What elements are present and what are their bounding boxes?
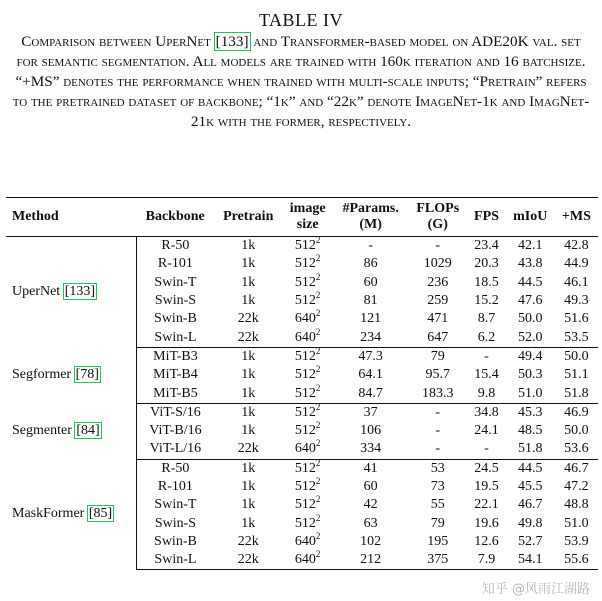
fps-cell: 24.5 (474, 460, 499, 476)
ms-cell: 53.9 (564, 533, 589, 549)
params-cell: 81 (363, 293, 378, 309)
image-size-exp: 2 (315, 253, 321, 264)
image-size-exp: 2 (315, 420, 321, 431)
backbone-cell: Swin-S (154, 293, 197, 309)
image-size-cell (282, 255, 333, 273)
pretrain-cell: 22k (214, 440, 282, 459)
header-miou: mIoU (506, 198, 555, 237)
miou-cell: 43.8 (517, 256, 543, 272)
citation-link[interactable]: [133] (64, 284, 96, 300)
pretrain-cell: 22k (237, 311, 259, 327)
image-size-cell (282, 237, 333, 256)
backbone-cell: ViT-L/16 (136, 440, 214, 459)
miou-cell: 48.5 (517, 423, 543, 439)
miou-cell: 42.1 (517, 238, 543, 254)
fps-cell: - (484, 348, 489, 364)
backbone-cell: MiT-B4 (153, 367, 198, 383)
fps-cell: 15.2 (474, 293, 499, 309)
image-size-exp: 2 (315, 549, 321, 560)
ms-cell: 47.2 (564, 479, 589, 494)
watermark: 知乎 @风雨江湖路 (481, 582, 590, 597)
ms-cell: 51.8 (555, 384, 598, 403)
ms-cell: 46.7 (564, 460, 589, 476)
params-cell: 60 (363, 274, 378, 290)
miou-cell: 51.0 (506, 384, 555, 403)
pretrain-cell: 1k (241, 423, 256, 439)
miou-cell: 52.0 (506, 328, 555, 347)
flops-cell: 236 (427, 274, 449, 290)
header-flops (408, 198, 467, 237)
miou-cell: 44.5 (517, 274, 543, 290)
header-backbone: Backbone (136, 198, 214, 237)
image-size-exp: 2 (315, 364, 321, 375)
method-name: Segformer (12, 367, 72, 383)
image-size-cell (282, 496, 333, 514)
image-size-base: 512 (294, 385, 316, 401)
image-size-cell (282, 310, 333, 328)
image-size-exp: 2 (315, 457, 321, 468)
image-size-exp: 2 (315, 494, 321, 505)
miou-cell: 49.4 (517, 348, 543, 364)
image-size-exp: 2 (315, 290, 321, 301)
flops-cell: - (435, 423, 441, 439)
image-size-cell (282, 347, 333, 366)
image-size-cell (282, 530, 333, 551)
pretrain-cell: 1k (241, 274, 256, 290)
flops-cell: - (435, 238, 441, 254)
comparison-table (6, 197, 598, 570)
backbone-cell: Swin-L (136, 328, 214, 347)
header-image-size-line2: size (296, 217, 319, 232)
fps-cell: 22.1 (474, 497, 499, 513)
header-params (333, 198, 408, 237)
image-size-cell (282, 328, 333, 347)
miou-cell: 45.3 (517, 404, 543, 420)
backbone-cell: ViT-B/16 (149, 423, 202, 439)
backbone-cell: R-50 (161, 238, 190, 254)
pretrain-cell: 22k (214, 328, 282, 347)
pretrain-cell: 1k (214, 384, 282, 403)
group-maskformer (6, 459, 598, 570)
header-pretrain: Pretrain (214, 198, 282, 237)
image-size-cell (282, 292, 333, 310)
backbone-cell: R-101 (157, 256, 193, 272)
flops-cell: 53 (430, 460, 445, 476)
backbone-cell: Swin-L (136, 551, 214, 570)
pretrain-cell: 1k (241, 497, 256, 513)
image-size-cell (282, 478, 333, 496)
pretrain-cell: 22k (214, 551, 282, 570)
image-size-exp: 2 (315, 401, 321, 412)
ms-cell: 42.8 (564, 238, 589, 254)
miou-cell: 54.1 (506, 551, 555, 570)
fps-cell: 15.4 (474, 367, 499, 383)
caption-citation-link[interactable]: [133] (215, 33, 249, 50)
pretrain-cell: 1k (241, 238, 256, 254)
ms-cell: 50.0 (564, 348, 589, 364)
image-size-base: 512 (294, 423, 316, 439)
params-cell: 60 (363, 479, 378, 494)
params-cell: 63 (363, 515, 378, 531)
method-name: Segmenter (12, 423, 72, 439)
image-size-base: 512 (294, 348, 316, 364)
image-size-exp: 2 (315, 271, 321, 282)
group-segformer (6, 347, 598, 403)
image-size-exp: 2 (315, 308, 321, 319)
pretrain-cell: 1k (241, 293, 256, 309)
miou-cell: 52.7 (517, 533, 543, 549)
image-size-cell (282, 551, 333, 570)
fps-cell: 7.9 (467, 551, 505, 570)
flops-cell: - (435, 404, 441, 420)
fps-cell: 6.2 (467, 328, 505, 347)
params-cell: 334 (333, 440, 408, 459)
method-cell (6, 459, 136, 570)
flops-cell: 1029 (423, 256, 452, 272)
miou-cell: 50.0 (517, 311, 543, 327)
image-size-base: 640 (294, 311, 316, 327)
fps-cell: 20.3 (474, 256, 499, 272)
flops-cell: - (408, 440, 467, 459)
pretrain-cell: 1k (241, 515, 256, 531)
method-cell (6, 403, 136, 459)
header-fps: FPS (467, 198, 505, 237)
flops-cell: 195 (427, 533, 449, 549)
backbone-cell: Swin-B (154, 533, 197, 549)
backbone-cell: R-50 (161, 460, 190, 476)
header-flops-line1: FLOPs (416, 201, 460, 216)
params-cell: 86 (363, 256, 378, 272)
header-image-size (282, 198, 333, 237)
fps-cell: 9.8 (467, 384, 505, 403)
image-size-exp: 2 (315, 235, 321, 246)
caption-text-part1: Comparison between UperNet (21, 33, 215, 50)
method-name: UperNet (12, 284, 61, 300)
image-size-base: 512 (294, 293, 316, 309)
citation-link[interactable]: [85] (88, 506, 113, 522)
method-cell (6, 237, 136, 348)
params-cell: - (368, 238, 373, 254)
miou-cell: 45.5 (517, 479, 543, 494)
params-cell: 102 (360, 533, 382, 549)
flops-cell: 259 (427, 293, 449, 309)
params-cell: 106 (360, 423, 382, 439)
image-size-exp: 2 (315, 326, 321, 337)
backbone-cell: Swin-B (154, 311, 197, 327)
ms-cell: 46.9 (564, 404, 589, 420)
table-row (6, 459, 598, 478)
ms-cell: 51.6 (564, 311, 589, 327)
image-size-exp: 2 (315, 438, 321, 449)
ms-cell: 50.0 (564, 423, 589, 439)
flops-cell: 79 (430, 348, 445, 364)
image-size-base: 512 (294, 404, 316, 420)
table-title: TABLE IV (258, 10, 344, 30)
pretrain-cell: 1k (241, 256, 256, 272)
pretrain-cell: 1k (241, 479, 256, 494)
flops-cell: 471 (427, 311, 449, 327)
group-upernet (6, 237, 598, 348)
backbone-cell: Swin-S (154, 515, 197, 531)
method-name: MaskFormer (12, 506, 85, 522)
image-size-base: 640 (294, 441, 316, 457)
image-size-base: 640 (294, 552, 316, 568)
image-size-base: 512 (294, 367, 316, 383)
backbone-cell: Swin-T (154, 274, 197, 290)
miou-cell: 50.3 (517, 367, 543, 383)
method-cell (6, 347, 136, 403)
ms-cell: 53.5 (555, 328, 598, 347)
image-size-base: 512 (294, 515, 316, 531)
header-params-line1: #Params. (342, 201, 399, 216)
backbone-cell: Swin-T (154, 497, 197, 513)
image-size-base: 512 (294, 497, 316, 513)
params-cell: 41 (363, 460, 378, 476)
ms-cell: 49.3 (564, 293, 589, 309)
header-flops-line2: (G) (427, 217, 448, 232)
header-method: Method (6, 198, 136, 237)
params-cell: 64.1 (358, 367, 383, 383)
fps-cell: 19.6 (474, 515, 499, 531)
group-segmenter (6, 403, 598, 459)
pretrain-cell: 1k (241, 348, 256, 364)
image-size-cell (282, 422, 333, 440)
flops-cell: 375 (408, 551, 467, 570)
miou-cell: 44.5 (517, 460, 543, 476)
ms-cell: 46.1 (564, 274, 589, 290)
image-size-exp: 2 (315, 476, 321, 486)
flops-cell: 73 (430, 479, 445, 494)
ms-cell: 53.6 (555, 440, 598, 459)
params-cell: 47.3 (358, 348, 383, 364)
pretrain-cell: 22k (237, 533, 259, 549)
image-size-cell (282, 384, 333, 403)
ms-cell: 55.6 (555, 551, 598, 570)
params-cell: 212 (333, 551, 408, 570)
backbone-cell: R-101 (157, 479, 193, 494)
image-size-base: 512 (294, 479, 316, 494)
ms-cell: 51.0 (564, 515, 589, 531)
flops-cell: 95.7 (425, 367, 450, 383)
miou-cell: 46.7 (517, 497, 543, 513)
table-row (6, 403, 598, 422)
image-size-exp: 2 (315, 512, 321, 523)
pretrain-cell: 1k (241, 367, 256, 383)
citation-link[interactable]: [84] (76, 423, 100, 439)
flops-cell: 647 (408, 328, 467, 347)
ms-cell: 48.8 (564, 497, 589, 513)
image-size-base: 640 (294, 533, 316, 549)
fps-cell: 12.6 (474, 533, 499, 549)
params-cell: 84.7 (333, 384, 408, 403)
miou-cell: 47.6 (517, 293, 543, 309)
image-size-exp: 2 (315, 345, 321, 356)
image-size-cell (282, 271, 333, 292)
table-row (6, 237, 598, 256)
caption-text-part2: and Transformer-based model on ADE20K val. set for semantic segmentation. All models are trained with 160k iteration and 16 batchsize. “+MS” denotes the performance when trained with multi-scale inputs; “Pretrain” refers to the pretrained dataset of backbone; “1k” and “22k” denote ImageNet-1k and ImagNet-21k with the former, respectively. (12, 33, 590, 130)
miou-cell: 51.8 (506, 440, 555, 459)
citation-link[interactable]: [78] (75, 367, 99, 383)
image-size-base: 512 (294, 274, 316, 290)
ms-cell: 44.9 (564, 256, 589, 272)
image-size-exp: 2 (315, 530, 321, 541)
flops-cell: 79 (430, 515, 445, 531)
header-image-size-line1: image (289, 201, 326, 216)
miou-cell: 49.8 (517, 515, 543, 531)
params-cell: 37 (363, 404, 378, 420)
table-header (6, 198, 598, 237)
fps-cell: 8.7 (477, 311, 496, 327)
image-size-base: 640 (294, 329, 316, 345)
image-size-cell (282, 403, 333, 422)
backbone-cell: MiT-B5 (136, 384, 214, 403)
backbone-cell: ViT-S/16 (150, 404, 201, 420)
params-cell: 234 (333, 328, 408, 347)
image-size-base: 512 (294, 460, 316, 476)
image-size-exp: 2 (315, 382, 321, 393)
params-cell: 42 (363, 497, 378, 513)
image-size-cell (282, 514, 333, 532)
fps-cell: 23.4 (474, 238, 499, 254)
fps-cell: 19.5 (474, 479, 499, 494)
header-ms: +MS (555, 198, 598, 237)
params-cell: 121 (360, 311, 382, 327)
fps-cell: 18.5 (474, 274, 499, 290)
backbone-cell: MiT-B3 (153, 348, 198, 364)
table-caption (12, 32, 590, 132)
image-size-cell (282, 459, 333, 478)
fps-cell: - (467, 440, 505, 459)
pretrain-cell: 1k (241, 404, 256, 420)
fps-cell: 34.8 (474, 404, 499, 420)
image-size-base: 512 (294, 256, 316, 272)
flops-cell: 55 (430, 497, 445, 513)
image-size-cell (282, 366, 333, 384)
pretrain-cell: 1k (241, 460, 256, 476)
ms-cell: 51.1 (564, 367, 589, 383)
header-params-line2: (M) (359, 217, 382, 232)
image-size-cell (282, 440, 333, 459)
flops-cell: 183.3 (408, 384, 467, 403)
fps-cell: 24.1 (474, 423, 499, 439)
image-size-base: 512 (294, 238, 316, 254)
table-row (6, 347, 598, 366)
header-row (6, 198, 598, 237)
